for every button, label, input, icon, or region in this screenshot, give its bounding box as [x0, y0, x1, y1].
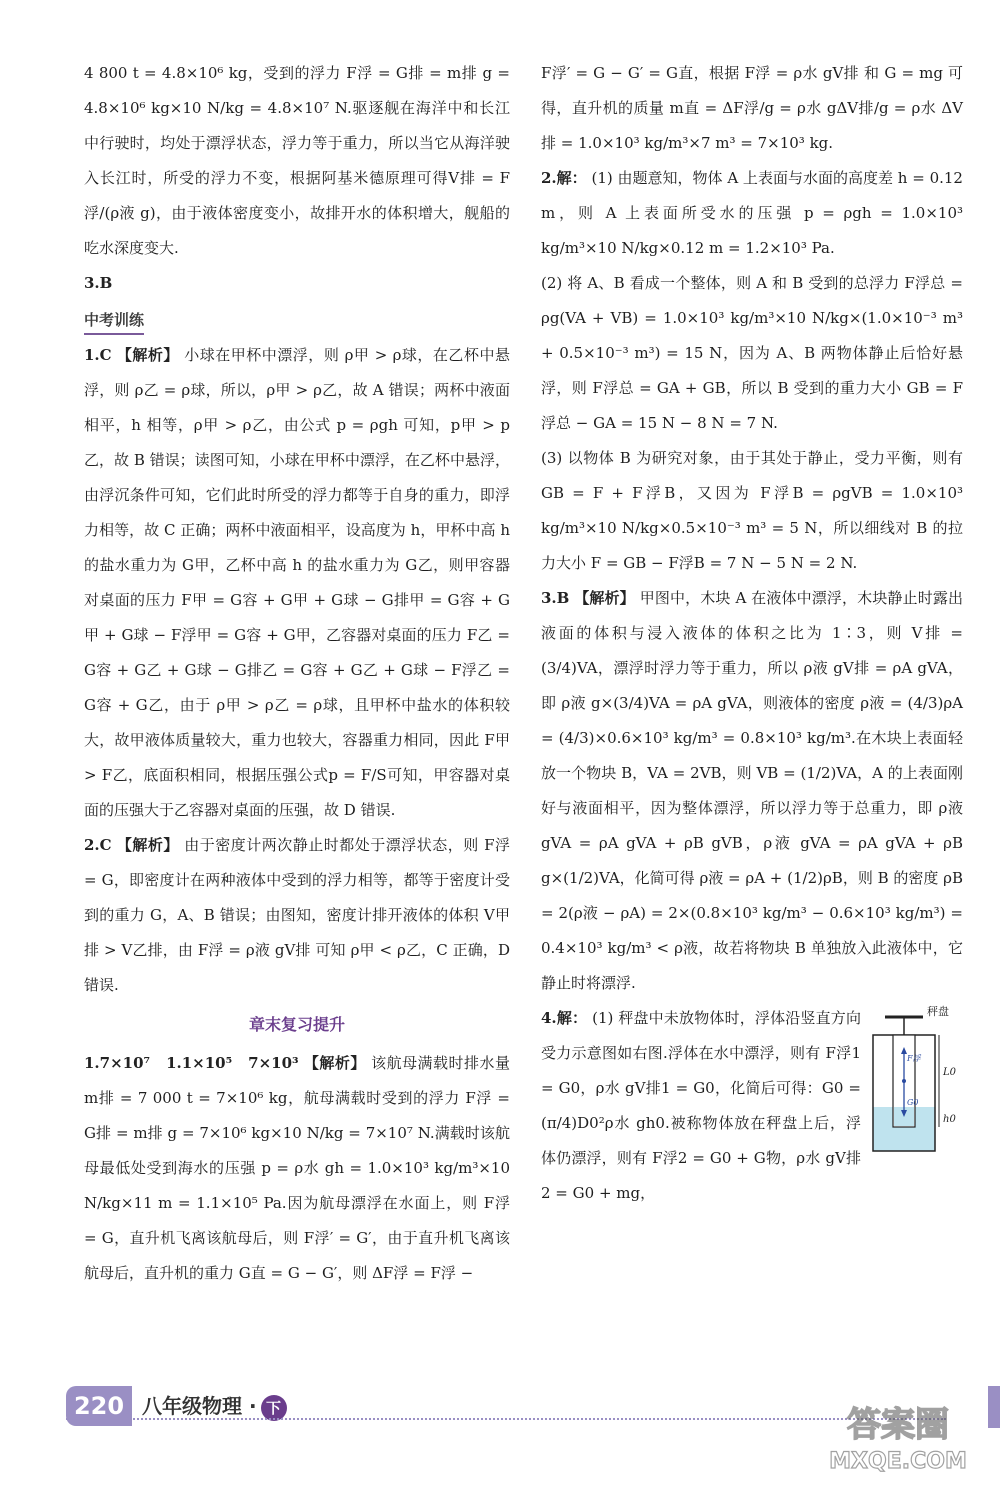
analysis-text: 由于密度计两次静止时都处于漂浮状态，则 F浮 = G，即密度计在两种液体中受到的浮力相等，都等于密度计受到的重力 G，A、B 错误；由图知，密度计排开液体的体积 V甲排 > V乙排，由 F浮 = ρ液 gV排 可知 ρ甲 < ρ乙，C 正确，D 错误. [84, 836, 510, 994]
sub-answer-3: (3) 以物体 B 为研究对象，由于其处于静止，受力平衡，则有 GB = F + F浮B，又因为 F浮B = ρgVB = 1.0×10³ kg/m³×10 N/kg×0.5×10⁻³ m³ = 5 N，所以细线对 B 的拉力大小 F = GB − F浮B = 7 N − 5 N = 2 N. [541, 449, 963, 572]
watermark-logo [808, 1398, 988, 1476]
review-answer-3 [541, 581, 963, 1001]
figure-label-h0: h0 [943, 1114, 956, 1125]
figure-label-force: F浮 [907, 1054, 921, 1063]
analysis-text: 小球在甲杯中漂浮，则 ρ甲 > ρ球，在乙杯中悬浮，则 ρ乙 = ρ球，所以，ρ甲 > ρ乙，故 A 错误；两杯中液面相平，h 相等，ρ甲 > ρ乙，由公式 p = ρgh 可知，p甲 > p乙，故 B 错误；读图可知，小球在甲杯中漂浮，在乙杯中悬浮，由浮沉条件可知，它们此时所受的浮力都等于自身的重力，即浮力相等，故 C 正确；两杯中液面相平，设高度为 h，甲杯中高 h 的盐水重力为 G甲，乙杯中高 h 的盐水重力为 G乙，则甲容器对桌面的压力 F甲 = G容 + G甲 + G球 − G排甲 = G容 + G甲 + G球 − F浮甲 = G容 + G甲，乙容器对桌面的压力 F乙 = G容 + G乙 + G球 − G排乙 = G容 + G乙 + G球 − F浮乙 = G容 + G乙，由于 ρ甲 > ρ乙 = ρ球，且甲杯中盐水的体积较大，故甲液体质量较大，重力也较大，容器重力相同，因此 F甲 > F乙，底面积相同，根据压强公式p = F/S可知，甲容器对桌面的压强大于乙容器对桌面的压强，故 D 错误. [84, 346, 510, 819]
figure-label-pan: 秤盘 [927, 1005, 949, 1018]
edge-tab [988, 1386, 1000, 1428]
watermark-text-bottom: MXQE.COM [829, 1449, 967, 1474]
figure-label-gravity: G0 [907, 1098, 919, 1107]
section-heading-zhongkao: 中考训练 [84, 307, 144, 335]
answer-3: 3.B [84, 274, 113, 292]
review-answer-2 [541, 161, 963, 266]
left-column [84, 56, 510, 1291]
analysis-text: 该航母满载时排水量 m排 = 7 000 t = 7×10⁶ kg，航母满载时受到的浮力 F浮 = G排 = m排 g = 7×10⁶ kg×10 N/kg = 7×10⁷ N.满载时该航母最低处受到海水的压强 p = ρ水 gh = 1.0×10³ kg/m³×10 N/kg×11 m = 1.1×10⁵ Pa.因为航母漂浮在水面上，则 F浮 = G，直升机飞离该航母后，则 F浮′ = G′，由于直升机飞离该航母后，直升机的重力 G直 = G − G′，则 ΔF浮 = F浮 − [84, 1054, 510, 1282]
center-point [902, 1079, 906, 1083]
review-answer-4 [541, 1001, 963, 1211]
float-scale-figure [869, 1005, 963, 1155]
answer-number: 2.解： [541, 169, 587, 187]
sub-answer-2: (2) 将 A、B 看成一个整体，则 A 和 B 受到的总浮力 F浮总 = ρg(VA + VB) = 1.0×10³ kg/m³×10 N/kg×(1.0×10⁻³ m³ + 0.5×10⁻³ m³) = 15 N，因为 A、B 两物体静止后恰好悬浮，则 F浮总 = GA + GB，所以 B 受到的重力大小 GB = F浮总 − GA = 15 N − 8 N = 7 N. [541, 274, 963, 432]
analysis-tag: 【解析】 [574, 589, 635, 607]
book-title-text: 八年级物理 · [142, 1394, 257, 1418]
volume-badge: 下 [261, 1395, 287, 1421]
answer-number: 1.C [84, 346, 112, 364]
watermark-text-top: 答案圈 [847, 1405, 949, 1445]
section-heading-review: 章末复习提升 [248, 1015, 345, 1034]
answer-2 [84, 828, 510, 1003]
sub-answer-1: (1) 由题意知，物体 A 上表面与水面的高度差 h = 0.12 m，则 A 上表面所受水的压强 p = ρgh = 1.0×10³ kg/m³×10 N/kg×0.12 m = 1.2×10³ Pa. [541, 169, 963, 257]
answer-number: 2.C [84, 836, 112, 854]
analysis-tag: 【解析】 [116, 836, 179, 854]
analysis-text: 甲图中，木块 A 在液体中漂浮，木块静止时露出液面的体积与浸入液体的体积之比为 1∶3，则 V排 = (3/4)VA，漂浮时浮力等于重力，所以 ρ液 gV排 = ρA gVA，即 ρ液 g×(3/4)VA = ρA gVA，则液体的密度 ρ液 = (4/3)ρA = (4/3)×0.6×10³ kg/m³ = 0.8×10³ kg/m³.在木块上表面轻放一个物块 B，VA = 2VB，则 VB = (1/2)VA，A 的上表面刚好与液面相平，因为整体漂浮，所以浮力等于总重力，即 ρ液 gVA = ρA gVA + ρB gVB，ρ液 gVA = ρA gVA + ρB g×(1/2)VA，化简可得 ρ液 = ρA + (1/2)ρB，则 B 的密度 ρB = 2(ρ液 − ρA) = 2×(0.8×10³ kg/m³ − 0.6×10³ kg/m³) = 0.4×10³ kg/m³ < ρ液，故若将物块 B 单独放入此液体中，它静止时将漂浮. [541, 589, 963, 992]
answer-1 [84, 338, 510, 828]
page-number: 220 [66, 1386, 132, 1426]
analysis-tag: 【解析】 [116, 346, 179, 364]
answer-number: 1.7×10⁷ 1.1×10⁵ 7×10³ [84, 1054, 299, 1072]
paragraph-continued: 4 800 t = 4.8×10⁶ kg，受到的浮力 F浮 = G排 = m排 g = 4.8×10⁶ kg×10 N/kg = 4.8×10⁷ N.驱逐舰在海洋中和长江中行驶时，均处于漂浮状态，浮力等于重力，所以当它从海洋驶入长江时，所受的浮力不变，根据阿基米德原理可得V排 = F浮/(ρ液 g)，由于液体密度变小，故排开水的体积增大，舰船的吃水深度变大. [84, 64, 510, 257]
right-column [541, 56, 963, 1211]
figure-label-l0: L0 [943, 1067, 957, 1078]
answer-number: 3.B [541, 589, 570, 607]
answer-number: 4.解： [541, 1009, 588, 1027]
analysis-tag: 【解析】 [303, 1054, 366, 1072]
solution-text: (1) 秤盘中未放物体时，浮体沿竖直方向受力示意图如右图.浮体在水中漂浮，则有 F浮1 = G0，ρ水 gV排1 = G0，化简后可得：G0 = (π/4)D0²ρ水 gh0.被称物体放在秤盘上后，浮体仍漂浮，则有 F浮2 = G0 + G物，ρ水 gV排2 = G0 + mg， [541, 1009, 861, 1202]
review-answer-1 [84, 1046, 510, 1291]
book-title [142, 1386, 287, 1426]
paragraph-continued: F浮′ = G − G′ = G直，根据 F浮 = ρ水 gV排 和 G = mg 可得，直升机的质量 m直 = ΔF浮/g = ρ水 gΔV排/g = ρ水 ΔV排 = 1.0×10³ kg/m³×7 m³ = 7×10³ kg. [541, 64, 963, 152]
